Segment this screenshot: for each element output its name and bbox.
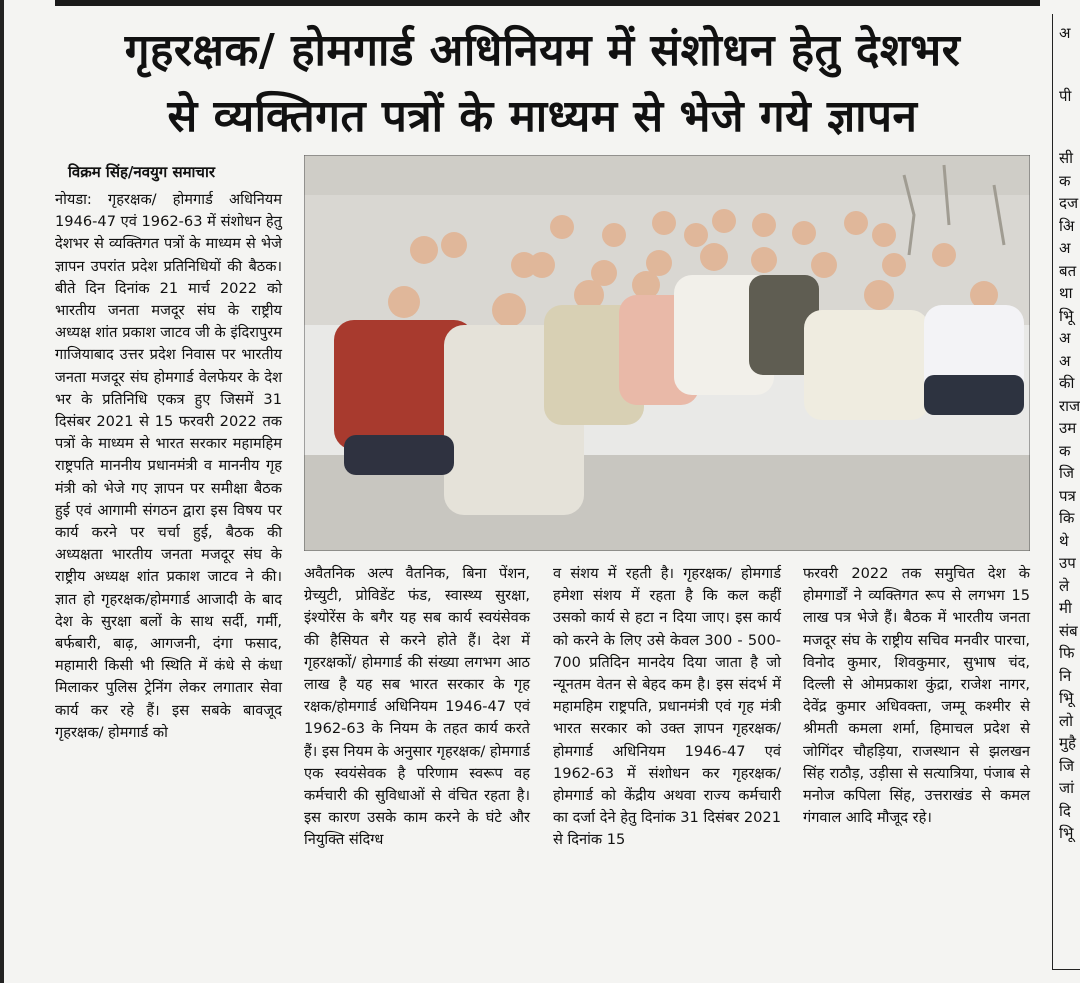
adjacent-fragment-line: था	[1059, 284, 1073, 302]
adjacent-fragment-line: भूि	[1059, 824, 1074, 842]
group-photo-illustration	[304, 155, 1030, 551]
byline: विक्रम सिंह/नवयुग समाचार	[68, 163, 215, 181]
adjacent-fragment-line: की	[1059, 374, 1075, 392]
top-rule	[55, 0, 1040, 6]
adjacent-fragment-line: पी	[1059, 86, 1072, 105]
headline	[40, 18, 1045, 150]
adjacent-fragment-line: बत	[1059, 261, 1077, 280]
adjacent-fragment-line: उप	[1059, 554, 1076, 572]
adjacent-fragment-line: नि	[1059, 666, 1072, 685]
headline-line-1: गृहरक्षक/ होमगार्ड अधिनियम में संशोधन हेतु देशभर	[124, 25, 961, 76]
adjacent-fragment-line: क	[1059, 171, 1071, 190]
adjacent-fragment-line: कि	[1059, 509, 1075, 527]
adjacent-article-fragment	[1052, 14, 1080, 970]
adjacent-fragment-line: राज	[1059, 396, 1080, 415]
adjacent-fragment-line: थे	[1059, 531, 1069, 550]
adjacent-fragment-line: मुहै	[1059, 734, 1076, 752]
adjacent-fragment-line: अ	[1059, 24, 1071, 42]
adjacent-fragment-line: भूि	[1059, 306, 1074, 325]
headline-line-2: से व्यक्तिगत पत्रों के माध्यम से भेजे गये ज्ञापन	[167, 91, 918, 142]
article-column-2: अवैतनिक अल्प वैतनिक, बिना पेंशन, ग्रेच्युटी, प्रोविडेंट फंड, स्वास्थ्य सुरक्षा, इंश्योरेंस के बगैर यह सब कार्य स्वयंसेवक की हैसियत से करने होते हैं। देश में गृहरक्षकों/ होमगार्ड की संख्या लगभग आठ लाख है यह सब भारत सरकार के गृह रक्षक/होमगार्ड अधिनियम 1946-47 एवं 1962-63 के नियम के तहत कार्य करते हैं। इस नियम के अनुसार गृहरक्षक/ होमगार्ड एक स्वयंसेवक है परिणाम स्वरूप वह कर्मचारी की सुविधाओं से वंचित रहता है। इस कारण उसके काम करने के घंटे और नियुक्ति संदिग्ध	[304, 565, 530, 849]
adjacent-fragment-line: जि	[1059, 756, 1075, 775]
adjacent-fragment-line: संब	[1059, 621, 1078, 640]
adjacent-fragment-line: भूि	[1059, 689, 1074, 707]
adjacent-fragment-line: ले	[1059, 576, 1070, 595]
adjacent-fragment-line: अि	[1059, 216, 1075, 235]
page-left-border	[0, 0, 4, 983]
adjacent-fragment-line: दि	[1059, 801, 1071, 820]
article-column-3: व संशय में रहती है। गृहरक्षक/ होमगार्ड हमेशा संशय में रहता है कि कल कहीं उसको कार्य से हटा न दिया जाए। इस कार्य को करने के लिए उसे केवल 300 - 500- 700 प्रतिदिन मानदेय दिया जाता है जो न्यूनतम वेतन से बेहद कम है। इस संदर्भ में महामहिम राष्ट्रपति, प्रधानमंत्री एवं गृह मंत्री भारत सरकार को उक्त ज्ञापन गृहरक्षक/होमगार्ड अधिनियम 1946-47 एवं 1962-63 में संशोधन कर गृहरक्षक/होमगार्ड को केंद्रीय अथवा राज्य कर्मचारी का दर्जा देने हेतु दिनांक 31 दिसंबर 2021 से दिनांक 15	[553, 565, 781, 849]
adjacent-fragment-line: क	[1059, 441, 1071, 460]
adjacent-fragment-line: सी	[1059, 149, 1074, 167]
adjacent-fragment-line: उम	[1059, 419, 1077, 437]
adjacent-fragment-line: जां	[1059, 779, 1075, 797]
adjacent-fragment-line: अ	[1059, 239, 1071, 257]
adjacent-fragment-line: अ	[1059, 329, 1071, 347]
adjacent-fragment-line: जि	[1059, 464, 1075, 482]
article-column-4: फरवरी 2022 तक समुचित देश के होमगार्डों ने व्यक्तिगत रूप से लगभग 15 लाख पत्र भेजे हैं। बैठक में भारतीय जनता मजदूर संघ के राष्ट्रीय सचिव मनवीर पारचा, विनोद कुमार, शिवकुमार, सुभाष चंद, दिल्ली से ओमप्रकाश कुंद्रा, राजेश नागर, देवेंद्र कुमार अधिवक्ता, जम्मू कश्मीर से श्रीमती कमला शर्मा, हिमाचल प्रदेश से जोगिंदर चौहड़िया, राजस्थान से झलखन सिंह राठौड़, उड़ीसा से सत्यात्रिया, पंजाब से मनोज कपिला सिंह, उत्तराखंड से कमल गंगवाल आदि मौजूद रहे।	[803, 565, 1030, 827]
adjacent-fragment-line: लो	[1059, 711, 1074, 730]
article-column-1: नोयडा: गृहरक्षक/ होमगार्ड अधिनियम 1946-47 एवं 1962-63 में संशोधन हेतु देशभर से व्यक्तिगत पत्रों के माध्यम से भेजे ज्ञापन उपरांत प्रदेश प्रतिनिधियों की बैठक। बीते दिन दिनांक 21 मार्च 2022 को भारतीय जनता मजदूर संघ के राष्ट्रीय अध्यक्ष शांत प्रकाश जाटव जी के इंदिरापुरम गाजियाबाद उत्तर प्रदेश निवास पर भारतीय जनता मजदूर संघ होमगार्ड वेलफेयर के देश भर के प्रतिनिधि एकत्र हुए जिसमें 31 दिसंबर 2021 से 15 फरवरी 2022 तक पत्रों के माध्यम से भारत सरकार महामहिम राष्ट्रपति माननीय प्रधानमंत्री व माननीय गृह मंत्री को भेजे गए ज्ञापन पर समीक्षा बैठक हुई एवं आगामी संगठन द्वारा इस विषय पर कार्य करने पर चर्चा हुई, बैठक की अध्यक्षता भारतीय जनता मजदूर संघ के राष्ट्रीय अध्यक्ष शांत प्रकाश जाटव ने की। ज्ञात हो गृहरक्षक/होमगार्ड आजादी के बाद देश के सुरक्षा बलों के साथ सर्दी, गर्मी, बर्फबारी, बाढ़, आगजनी, दंगा फसाद, महामारी किसी भी स्थिति में कंधे से कंधा मिलाकर पुलिस ट्रेनिंग लेकर लगातार सेवा कार्य कर रहे हैं। इस सबके बावजूद गृहरक्षक/ होमगार्ड को	[55, 191, 282, 741]
adjacent-fragment-line: फि	[1059, 644, 1075, 662]
adjacent-fragment-line: अ	[1059, 351, 1071, 370]
adjacent-fragment-line: दज	[1059, 194, 1079, 212]
adjacent-fragment-line: पत्र	[1059, 486, 1076, 505]
group-photo	[304, 155, 1030, 551]
adjacent-fragment-line: मी	[1059, 599, 1072, 617]
